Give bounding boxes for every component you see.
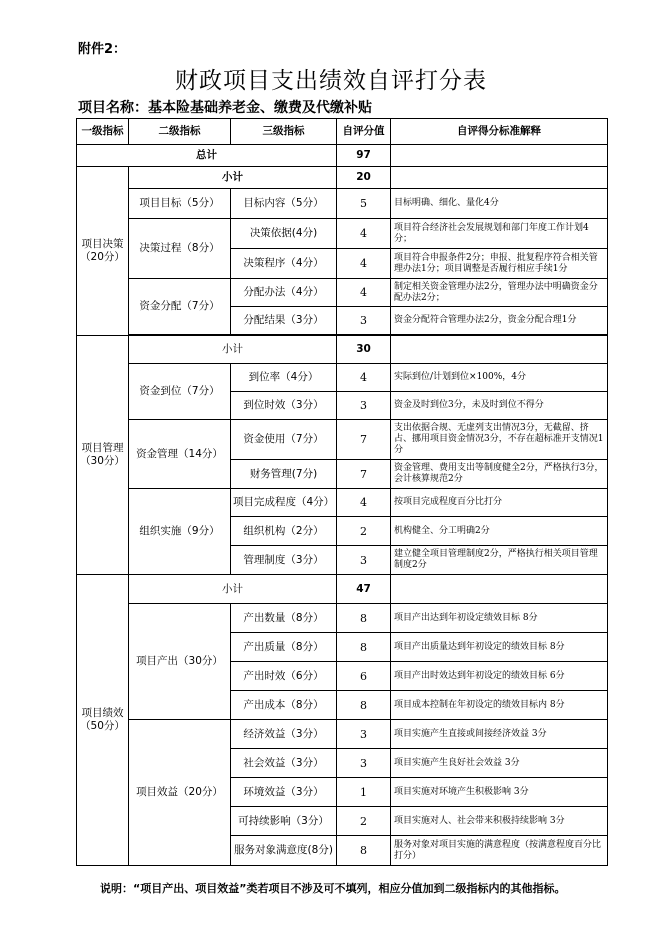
project-name: 项目名称：基本险基础养老金、缴费及代缴补贴 (78, 100, 372, 116)
desc-cell: 项目产出达到年初设定绩效目标 8分 (391, 604, 608, 633)
level3-cell: 服务对象满意度(8分) (231, 836, 337, 866)
score-cell: 4 (337, 279, 391, 307)
level1-cell: 项目管理（30分） (77, 336, 129, 575)
score-cell: 4 (337, 249, 391, 279)
table-row (77, 219, 608, 249)
table-row (77, 364, 608, 392)
score-cell: 8 (337, 604, 391, 633)
level3-cell: 资金使用（7分） (231, 420, 337, 460)
header-level2: 二级指标 (129, 119, 231, 145)
score-cell: 3 (337, 392, 391, 420)
level2-cell: 决策过程（8分） (129, 219, 231, 279)
score-cell: 4 (337, 489, 391, 517)
level3-cell: 到位率（4分） (231, 364, 337, 392)
desc-cell: 资金及时到位3分，未及时到位不得分 (391, 392, 608, 420)
level1-cell: 项目绩效（50分） (77, 575, 129, 866)
subtotal-label: 小计 (129, 167, 337, 189)
score-cell: 7 (337, 460, 391, 489)
level1-cell: 项目决策（20分） (77, 167, 129, 336)
score-cell: 8 (337, 836, 391, 866)
desc-cell: 资金分配符合管理办法2分，资金分配合理1分 (391, 307, 608, 335)
level3-cell: 项目完成程度（4分） (231, 489, 337, 517)
subtotal-label: 小计 (129, 575, 337, 604)
desc-cell: 项目实施产生良好社会效益 3分 (391, 749, 608, 778)
level2-cell: 资金管理（14分） (129, 420, 231, 489)
level3-cell: 产出质量（8分） (231, 633, 337, 662)
table-row (77, 604, 608, 633)
level3-cell: 管理制度（3分） (231, 546, 337, 575)
level3-cell: 决策程序（4分） (231, 249, 337, 279)
score-cell: 1 (337, 778, 391, 807)
score-cell: 2 (337, 517, 391, 546)
attachment-label: 附件2： (78, 42, 127, 57)
subtotal-row (77, 336, 608, 364)
desc-cell: 项目实施产生直接或间接经济效益 3分 (391, 720, 608, 749)
score-cell: 3 (337, 720, 391, 749)
level3-cell: 社会效益（3分） (231, 749, 337, 778)
desc-cell: 服务对象对项目实施的满意程度（按满意程度百分比打分） (391, 836, 608, 866)
table-row (77, 420, 608, 460)
level3-cell: 可持续影响（3分） (231, 807, 337, 836)
desc-cell: 制定相关资金管理办法2分，管理办法中明确资金分配办法2分； (391, 279, 608, 307)
header-row (77, 119, 608, 145)
subtotal-score: 20 (337, 167, 391, 189)
score-cell: 3 (337, 546, 391, 575)
desc-cell: 项目实施对人、社会带来积极持续影响 3分 (391, 807, 608, 836)
level2-cell: 资金分配（7分） (129, 279, 231, 335)
score-cell: 4 (337, 219, 391, 249)
score-cell: 4 (337, 364, 391, 392)
desc-cell: 目标明确、细化、量化4分 (391, 189, 608, 219)
score-cell: 8 (337, 633, 391, 662)
level3-cell: 产出时效（6分） (231, 662, 337, 691)
level3-cell: 决策依据(4分) (231, 219, 337, 249)
subtotal-row (77, 167, 608, 189)
desc-cell: 项目成本控制在年初设定的绩效目标内 8分 (391, 691, 608, 720)
table-row (77, 189, 608, 219)
desc-cell: 实际到位/计划到位×100%，4分 (391, 364, 608, 392)
desc-cell: 机构健全、分工明确2分 (391, 517, 608, 546)
score-cell: 5 (337, 189, 391, 219)
desc-cell: 按项目完成程度百分比打分 (391, 489, 608, 517)
desc-cell: 项目符合经济社会发展规划和部门年度工作计划4分； (391, 219, 608, 249)
total-label: 总计 (77, 145, 337, 167)
level3-cell: 分配办法（4分） (231, 279, 337, 307)
level3-cell: 产出成本（8分） (231, 691, 337, 720)
subtotal-label: 小计 (129, 336, 337, 364)
level2-cell: 组织实施（9分） (129, 489, 231, 575)
score-cell: 6 (337, 662, 391, 691)
level2-cell: 项目目标（5分） (129, 189, 231, 219)
desc-cell: 资金管理、费用支出等制度健全2分，严格执行3分，会计核算规范2分 (391, 460, 608, 489)
total-row (77, 145, 608, 167)
table-row (77, 279, 608, 307)
score-cell: 2 (337, 807, 391, 836)
score-cell: 3 (337, 749, 391, 778)
header-score: 自评分值 (337, 119, 391, 145)
score-cell: 8 (337, 691, 391, 720)
subtotal-score: 47 (337, 575, 391, 604)
desc-cell: 项目产出质量达到年初设定的绩效目标 8分 (391, 633, 608, 662)
level3-cell: 财务管理(7分) (231, 460, 337, 489)
table-row (77, 720, 608, 749)
level2-cell: 项目效益（20分） (129, 720, 231, 866)
subtotal-row (77, 575, 608, 604)
level3-cell: 环境效益（3分） (231, 778, 337, 807)
level3-cell: 产出数量（8分） (231, 604, 337, 633)
score-cell: 3 (337, 307, 391, 335)
score-table (76, 118, 608, 866)
table-row (77, 489, 608, 517)
level3-cell: 组织机构（2分） (231, 517, 337, 546)
level3-cell: 目标内容（5分） (231, 189, 337, 219)
level3-cell: 到位时效（3分） (231, 392, 337, 420)
footnote: 说明：“项目产出、项目效益”类若项目不涉及可不填列，相应分值加到二级指标内的其他指标。 (100, 882, 566, 895)
header-level1: 一级指标 (77, 119, 129, 145)
desc-cell: 项目产出时效达到年初设定的绩效目标 6分 (391, 662, 608, 691)
level3-cell: 分配结果（3分） (231, 307, 337, 335)
desc-cell: 项目符合申报条件2分；申报、批复程序符合相关管理办法1分；项目调整是否履行相应手续1分 (391, 249, 608, 279)
desc-cell: 项目实施对环境产生积极影响 3分 (391, 778, 608, 807)
level2-cell: 资金到位（7分） (129, 364, 231, 420)
level3-cell: 经济效益（3分） (231, 720, 337, 749)
header-level3: 三级指标 (231, 119, 337, 145)
header-explanation: 自评得分标准解释 (391, 119, 608, 145)
level2-cell: 项目产出（30分） (129, 604, 231, 720)
score-cell: 7 (337, 420, 391, 460)
total-score: 97 (337, 145, 391, 167)
page-title: 财政项目支出绩效自评打分表 (175, 68, 487, 94)
subtotal-score: 30 (337, 336, 391, 364)
desc-cell: 支出依据合规、无虚列支出情况3分，无截留、挤占、挪用项目资金情况3分，不存在超标准开支情况1分 (391, 420, 608, 460)
desc-cell: 建立健全项目管理制度2分，严格执行相关项目管理制度2分 (391, 546, 608, 575)
